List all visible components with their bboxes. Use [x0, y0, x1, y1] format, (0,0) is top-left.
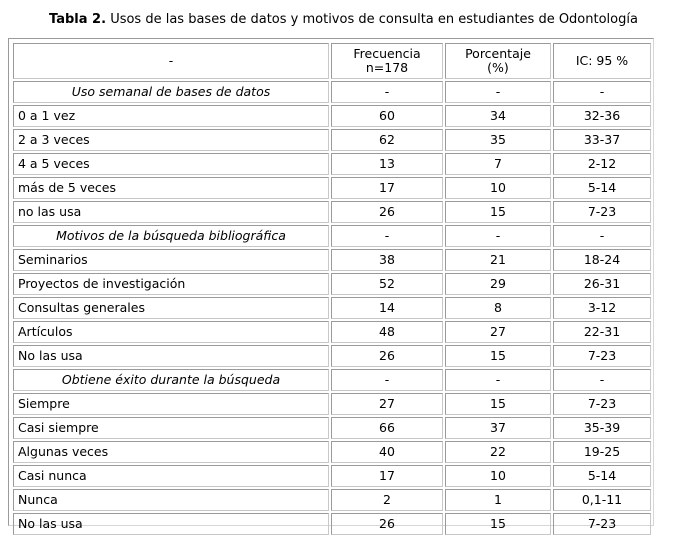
row-percentage: 15 [445, 201, 551, 223]
section-placeholder: - [331, 225, 443, 247]
table-row [13, 441, 651, 463]
section-row [13, 369, 651, 391]
row-frequency: 17 [331, 465, 443, 487]
row-percentage: 34 [445, 105, 551, 127]
row-label: 2 a 3 veces [13, 129, 329, 151]
row-frequency: 38 [331, 249, 443, 271]
row-label: más de 5 veces [13, 177, 329, 199]
table-row [13, 249, 651, 271]
table-body [13, 43, 651, 535]
row-percentage: 22 [445, 441, 551, 463]
data-table [11, 41, 653, 537]
row-label: Consultas generales [13, 297, 329, 319]
section-placeholder: - [445, 225, 551, 247]
header-cell-ci: IC: 95 % [553, 43, 651, 79]
row-percentage: 8 [445, 297, 551, 319]
row-percentage: 15 [445, 345, 551, 367]
row-percentage: 7 [445, 153, 551, 175]
section-row [13, 81, 651, 103]
table-caption [0, 12, 687, 27]
row-frequency: 60 [331, 105, 443, 127]
row-frequency: 27 [331, 393, 443, 415]
section-placeholder: - [553, 81, 651, 103]
row-percentage: 21 [445, 249, 551, 271]
section-row [13, 225, 651, 247]
row-ci: 0,1-11 [553, 489, 651, 511]
section-placeholder: - [445, 81, 551, 103]
section-title: Obtiene éxito durante la búsqueda [13, 369, 329, 391]
row-label: Proyectos de investigación [13, 273, 329, 295]
row-ci: 7-23 [553, 345, 651, 367]
row-percentage: 15 [445, 393, 551, 415]
header-frequency-label: Frecuencia [353, 46, 421, 61]
table-row [13, 513, 651, 535]
row-ci: 33-37 [553, 129, 651, 151]
row-ci: 5-14 [553, 465, 651, 487]
data-table-frame [8, 38, 654, 531]
row-label: 0 a 1 vez [13, 105, 329, 127]
row-ci: 2-12 [553, 153, 651, 175]
row-ci: 7-23 [553, 201, 651, 223]
row-percentage: 35 [445, 129, 551, 151]
row-frequency: 26 [331, 345, 443, 367]
row-ci: 5-14 [553, 177, 651, 199]
table-row [13, 393, 651, 415]
row-percentage: 10 [445, 465, 551, 487]
row-ci: 19-25 [553, 441, 651, 463]
row-label: Nunca [13, 489, 329, 511]
row-label: Casi nunca [13, 465, 329, 487]
row-label: Algunas veces [13, 441, 329, 463]
row-percentage: 37 [445, 417, 551, 439]
row-ci: 22-31 [553, 321, 651, 343]
caption-label: Tabla 2. [49, 12, 107, 27]
row-label: 4 a 5 veces [13, 153, 329, 175]
row-percentage: 27 [445, 321, 551, 343]
row-label: No las usa [13, 345, 329, 367]
row-frequency: 52 [331, 273, 443, 295]
row-ci: 3-12 [553, 297, 651, 319]
row-label: Seminarios [13, 249, 329, 271]
row-ci: 32-36 [553, 105, 651, 127]
row-percentage: 10 [445, 177, 551, 199]
row-label: no las usa [13, 201, 329, 223]
row-frequency: 17 [331, 177, 443, 199]
table-row [13, 489, 651, 511]
table-row [13, 273, 651, 295]
header-cell-category: - [13, 43, 329, 79]
row-percentage: 15 [445, 513, 551, 535]
section-placeholder: - [331, 369, 443, 391]
header-frequency-n: n=178 [365, 60, 409, 75]
row-percentage: 29 [445, 273, 551, 295]
row-frequency: 26 [331, 513, 443, 535]
row-frequency: 48 [331, 321, 443, 343]
table-header-row [13, 43, 651, 79]
row-frequency: 66 [331, 417, 443, 439]
row-label: No las usa [13, 513, 329, 535]
row-frequency: 40 [331, 441, 443, 463]
row-percentage: 1 [445, 489, 551, 511]
row-frequency: 26 [331, 201, 443, 223]
header-cell-percentage [445, 43, 551, 79]
row-ci: 35-39 [553, 417, 651, 439]
row-frequency: 14 [331, 297, 443, 319]
section-placeholder: - [553, 225, 651, 247]
section-placeholder: - [553, 369, 651, 391]
table-row [13, 321, 651, 343]
row-label: Casi siempre [13, 417, 329, 439]
header-percentage-label: Porcentaje [465, 46, 531, 61]
section-title: Uso semanal de bases de datos [13, 81, 329, 103]
row-frequency: 62 [331, 129, 443, 151]
table-row [13, 345, 651, 367]
table-row [13, 153, 651, 175]
row-frequency: 13 [331, 153, 443, 175]
row-label: Siempre [13, 393, 329, 415]
table-row [13, 297, 651, 319]
table-row [13, 417, 651, 439]
caption-title: Usos de las bases de datos y motivos de consulta en estudiantes de Odontología [110, 12, 638, 27]
section-title: Motivos de la búsqueda bibliográfica [13, 225, 329, 247]
row-ci: 26-31 [553, 273, 651, 295]
table-row [13, 201, 651, 223]
table-row [13, 465, 651, 487]
row-ci: 18-24 [553, 249, 651, 271]
row-frequency: 2 [331, 489, 443, 511]
section-placeholder: - [445, 369, 551, 391]
table-row [13, 129, 651, 151]
table-row [13, 177, 651, 199]
row-label: Artículos [13, 321, 329, 343]
table-row [13, 105, 651, 127]
row-ci: 7-23 [553, 513, 651, 535]
header-cell-frequency [331, 43, 443, 79]
header-percentage-unit: (%) [487, 60, 509, 75]
section-placeholder: - [331, 81, 443, 103]
row-ci: 7-23 [553, 393, 651, 415]
